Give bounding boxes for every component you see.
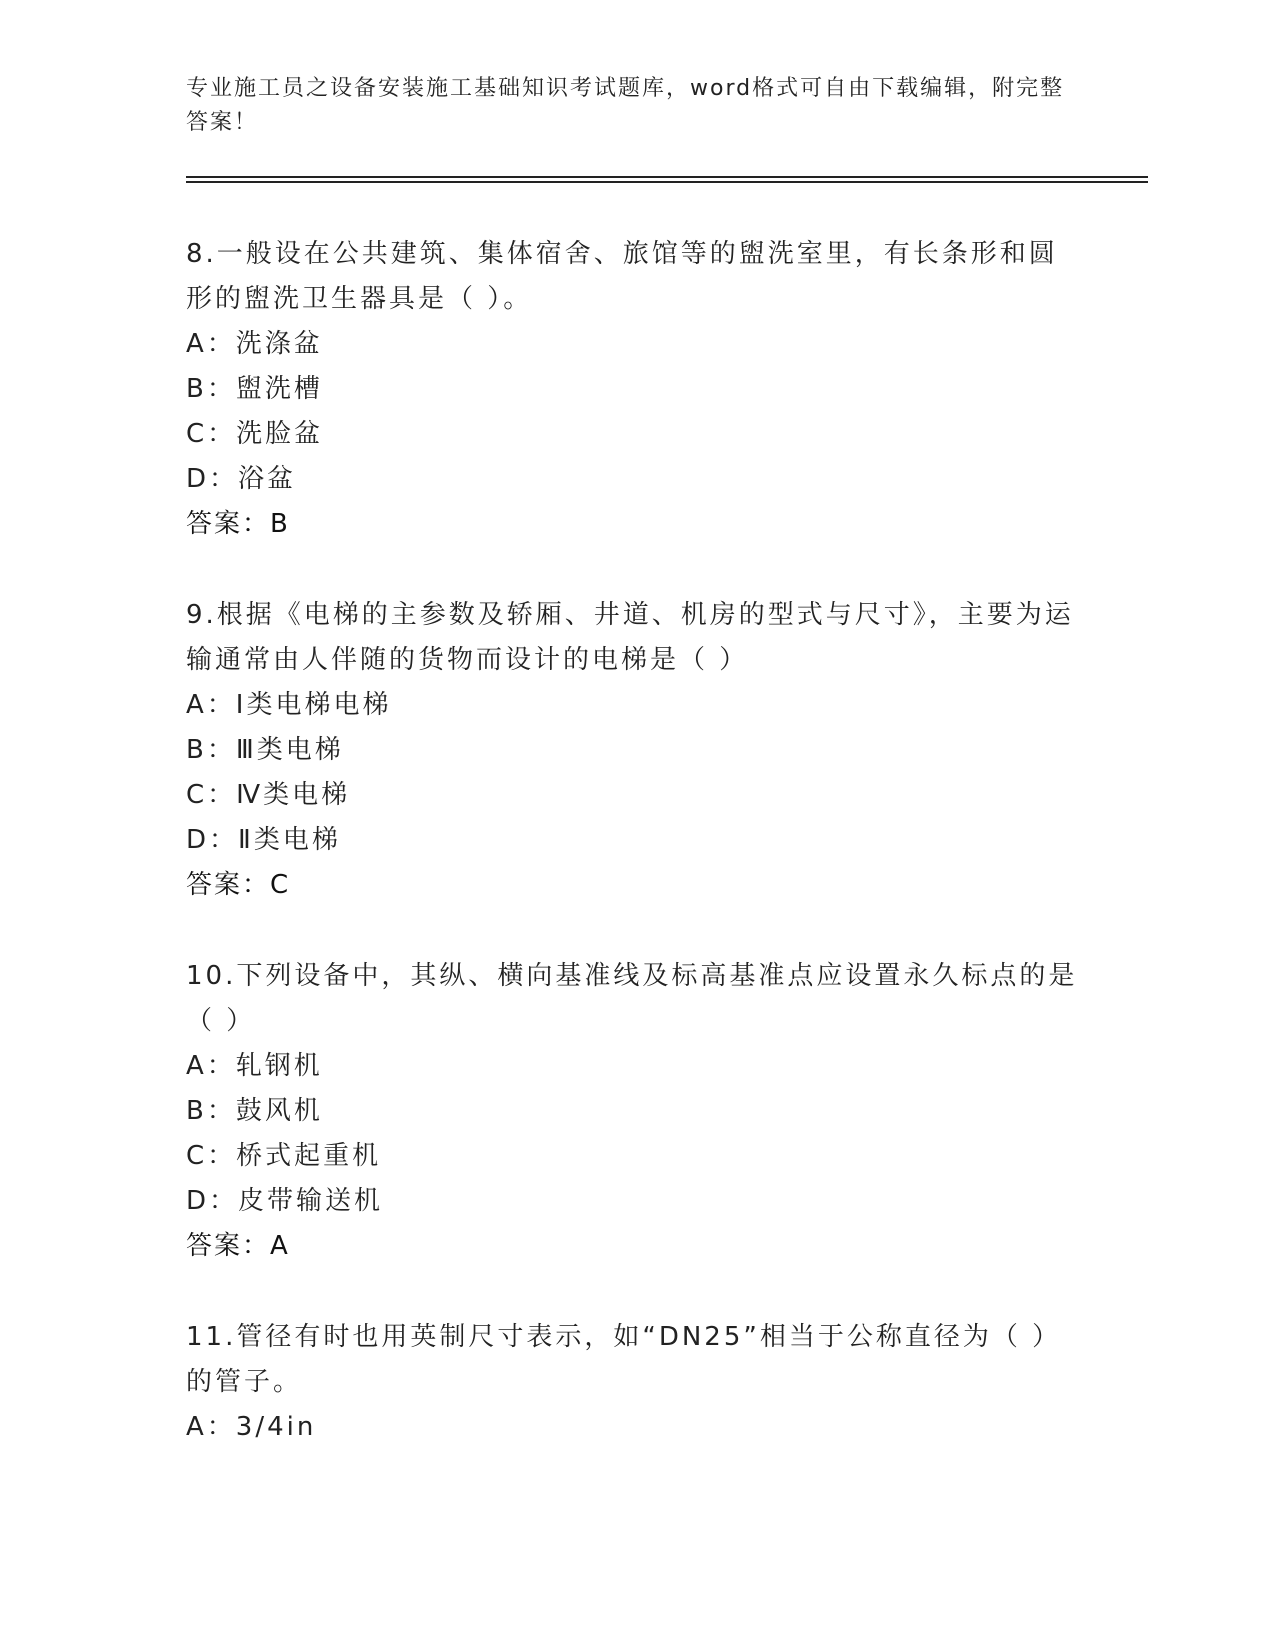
- document-header: 专业施工员之设备安装施工基础知识考试题库，word格式可自由下载编辑，附完整答案！: [186, 76, 1065, 135]
- question-10: [186, 954, 1086, 1269]
- option-d: D：Ⅱ类电梯: [186, 825, 341, 855]
- option-b: B：鼓风机: [186, 1096, 323, 1126]
- question-9: [186, 593, 1086, 908]
- option-d: D：浴盆: [186, 464, 297, 494]
- option-a: A：洗涤盆: [186, 329, 323, 359]
- option-c: C：桥式起重机: [186, 1141, 382, 1171]
- answer: 答案：C: [186, 870, 291, 900]
- option-b: B：盥洗槽: [186, 374, 323, 404]
- question-8: [186, 232, 1086, 547]
- question-stem: 9.根据《电梯的主参数及轿厢、井道、机房的型式与尺寸》，主要为运输通常由人伴随的货物而设计的电梯是（ ）: [186, 600, 1074, 675]
- header-divider-bottom: [186, 181, 1148, 183]
- option-c: C：Ⅳ类电梯: [186, 780, 351, 810]
- answer: 答案：B: [186, 509, 290, 539]
- option-a: A：Ⅰ类电梯电梯: [186, 690, 392, 720]
- question-11: [186, 1315, 1086, 1450]
- option-d: D：皮带输送机: [186, 1186, 384, 1216]
- header-divider-top: [186, 176, 1148, 178]
- option-a: A：3/4in: [186, 1412, 317, 1442]
- question-stem: 10.下列设备中，其纵、横向基准线及标高基准点应设置永久标点的是（ ）: [186, 961, 1078, 1036]
- question-stem: 11.管径有时也用英制尺寸表示，如“DN25”相当于公称直径为（ ）的管子。: [186, 1322, 1062, 1397]
- question-stem: 8.一般设在公共建筑、集体宿舍、旅馆等的盥洗室里，有长条形和圆形的盥洗卫生器具是（ ）。: [186, 239, 1058, 314]
- option-a: A：轧钢机: [186, 1051, 323, 1081]
- answer: 答案：A: [186, 1231, 290, 1261]
- option-b: B：Ⅲ类电梯: [186, 735, 344, 765]
- option-c: C：洗脸盆: [186, 419, 324, 449]
